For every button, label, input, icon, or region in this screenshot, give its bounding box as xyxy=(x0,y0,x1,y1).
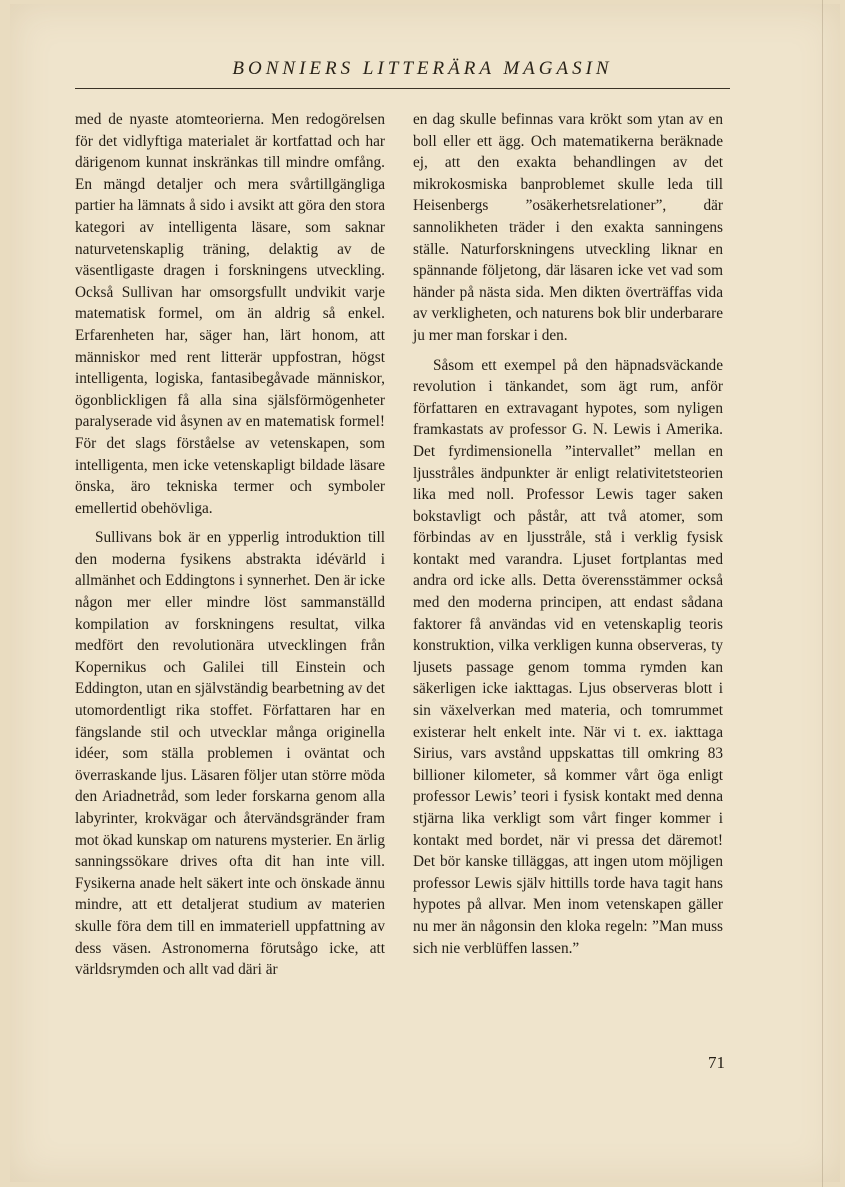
header-rule xyxy=(75,88,730,89)
left-paragraph-2: Sullivans bok är en ypperlig introduktion till den moderna fysikens abstrakta idévärld i allmänhet och Eddingtons i synnerhet. Den är icke någon mer eller mindre löst sammanställd kompilation av forskningens resultat, vilka medfört den revolutionära utvecklingen från Kopernikus och Galilei till Einstein och Eddington, utan en självständig bearbetning av det utomordentligt rika stoffet. Författaren har en fängslande stil och utvecklar många originella idéer, som ställa problemen i oväntat och överraskande ljus. Läsaren följer utan större möda den Ariadnetråd, som leder forskarna genom alla labyrinter, krokvägar och återvändsgränder fram mot ökad kunskap om naturens mysterier. En ärlig sanningssökare drives ofta dit han inte vill. Fysikerna anade helt säkert inte och önskade ännu mindre, att ett detaljerat studium av materien skulle föra dem till en immateriell uppfattning av dess väsen. Astronomerna förutsågo icke, att världsrymden och allt vad däri är xyxy=(75,529,385,979)
page-fold xyxy=(822,0,823,1187)
page-number: 71 xyxy=(708,1053,725,1072)
left-paragraph-1: med de nyaste atomteorierna. Men redogörelsen för det vidlyftiga materialet är kortfattad och har därigenom kunnat inskränkas till mindre omfång. En mängd detaljer och mera svårtillgängliga partier ha lämnats å sido i avsikt att göra den stora kategori av intelligenta läsare, som saknar naturvetenskaplig träning, delaktig av de väsentligaste dragen i forskningens utveckling. Också Sullivan har omsorgsfullt undvikit varje matematisk formel, om än aldrig så enkel. Erfarenheten har, säger han, lärt honom, att människor med rent litterär uppfostran, högst intelligenta, logiska, fantasibegåvade människor, ögonblickligen få alla sina själsförmögenheter paralyserade vid åsynen av en matematisk formel! För det slags förståelse av vetenskapen, som intelligenta, men icke vetenskapligt bildade läsare önska, äro tekniska termer och symboler emellertid obehövliga. xyxy=(75,111,385,517)
right-paragraph-2: Såsom ett exempel på den häpnadsväckande revolution i tänkandet, som ägt rum, anför författaren en extravagant hypotes, som nyligen framkastats av professor G. N. Lewis i Amerika. Det fyrdimensionella ”intervallet” mellan en ljusstråles ändpunkter är enligt relativitetsteorien lika med noll. Professor Lewis tager saken bokstavligt och påstår, att två atomer, som förbindas av en ljusstråle, stå i verklig fysisk kontakt med varandra. Ljuset fortplantas med andra ord icke alls. Detta överensstämmer också med den moderna principen, att endast sådana faktorer få användas vid en vetenskaplig teoris konstruktion, vilka verkligen kunna observeras, ty ljusets passage genom tomma rymden kan säkerligen icke iakttagas. Ljus observeras blott i sin växelverkan med materia, och tomrummet existerar helt enkelt inte. När vi t. ex. iakttaga Sirius, vars avstånd uppskattas till omkring 83 billioner kilometer, så kommer vårt öga enligt professor Lewis’ teori i fysisk kontakt med denna stjärna lika verkligt som vårt finger kommer i kontakt med bordet, när vi pressa det däremot! Det bör kanske tilläggas, att ingen utom möjligen professor Lewis själv hittills torde hava tagit hans hypotes på allvar. Men inom vetenskapen gäller nu mer än någonsin den kloka regeln: ”Man muss sich nie verblüffen lassen.” xyxy=(413,356,723,957)
left-column xyxy=(75,109,385,981)
running-header: BONNIERS LITTERÄRA MAGASIN xyxy=(232,58,613,79)
right-paragraph-1: en dag skulle befinnas vara krökt som ytan av en boll eller ett ägg. Och matematikerna beräknade ej, att den exakta behandlingen av det mikrokosmiska banproblemet skulle leda till Heisenbergs ”osäkerhetsrelationer”, där sannolikheten träder i den exakta sanningens ställe. Naturforskningens utveckling liknar en spännande följetong, där läsaren icke vet vad som händer på nästa sida. Men dikten överträffas vida av verkligheten, och naturens bok blir underbarare ju mer man forskar i den. xyxy=(413,111,723,344)
right-column xyxy=(413,109,723,959)
